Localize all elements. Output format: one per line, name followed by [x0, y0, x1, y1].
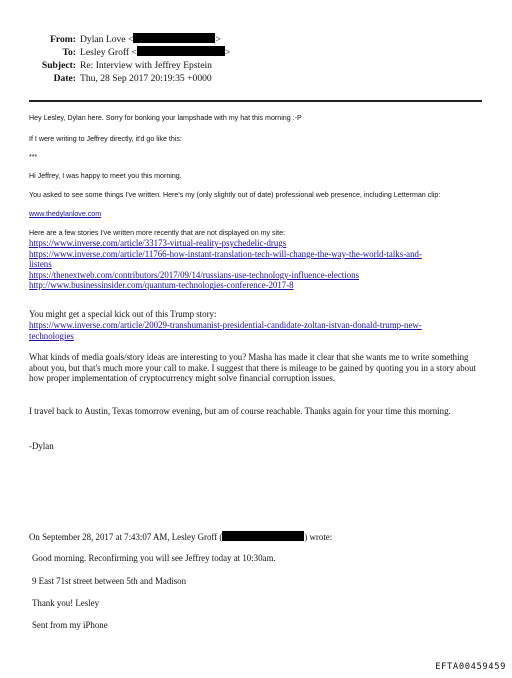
header-date-row	[0, 73, 212, 85]
attribution-prefix: On September 28, 2017 at 7:43:07 AM, Lesley Groff (	[29, 532, 223, 542]
header-from-row	[0, 33, 221, 46]
quoted-line-3: Thank you! Lesley	[32, 598, 100, 608]
few-stories-text: Here are a few stories I've written more recently that are not displayed on my site:	[29, 229, 286, 237]
to-label: To:	[62, 47, 76, 58]
bates-number: EFTA00459459	[435, 662, 506, 672]
from-value: Dylan Love <	[80, 34, 134, 45]
asked-text: You asked to see some things I've written. Here's my (only slightly out of date) professional web presence, including Letterman clip:	[29, 191, 441, 199]
story-link-4[interactable]: http://www.businessinsider.com/quantum-technologies-conference-2017-8	[29, 280, 294, 291]
subject-label: Subject:	[41, 60, 76, 71]
trump-intro-text: You might get a special kick out of this Trump story:	[29, 309, 217, 319]
travel-text: I travel back to Austin, Texas tomorrow evening, but am of course reachable. Thanks again for your time this morning.	[29, 406, 451, 416]
separator-text: ***	[29, 153, 38, 161]
quoted-line-4: Sent from my iPhone	[32, 620, 108, 630]
date-label: Date:	[53, 73, 76, 84]
story-links	[29, 238, 481, 291]
media-goals-text: What kinds of media goals/story ideas are interesting to you? Masha has made it clear that she wants me to write something about you, but that's much more your call to make. I suggest that there is mileage to be gained by quoting you in a story about how proper implementation of cryptocurrency might solve financial corruption issues.	[29, 352, 476, 384]
header-to-row	[0, 46, 230, 59]
redaction-box	[133, 33, 215, 43]
header-subject-row	[0, 60, 212, 72]
hi-text: Hi Jeffrey, I was happy to meet you this morning.	[29, 172, 182, 180]
from-label: From:	[50, 34, 76, 45]
story-link-2[interactable]: https://www.inverse.com/article/11766-how-instant-translation-tech-will-change-the-way-the-world-talks-and-	[29, 248, 422, 259]
redaction-box	[222, 531, 304, 541]
redaction-box	[137, 46, 225, 56]
attribution-suffix: ) wrote:	[304, 532, 333, 542]
site-link[interactable]: www.thedylanlove.com	[29, 210, 102, 218]
from-close: >	[215, 34, 221, 45]
quoted-attribution	[29, 531, 481, 543]
site-link-row	[29, 210, 481, 220]
quoted-line-1: Good morning. Reconfirming you will see Jeffrey today at 10:30am.	[32, 553, 276, 563]
signoff-text: -Dylan	[29, 441, 54, 451]
trump-link-cont[interactable]: technologies	[29, 330, 74, 341]
trump-link[interactable]: https://www.inverse.com/article/20029-transhumanist-presidential-candidate-zoltan-istvan-donald-trump-new-	[29, 320, 422, 330]
date-value: Thu, 28 Sep 2017 20:19:35 +0000	[80, 73, 212, 84]
story-link-1[interactable]: https://www.inverse.com/article/33173-virtual-reality-psychedelic-drugs	[29, 238, 287, 248]
subject-value: Re: Interview with Jeffrey Epstein	[80, 60, 212, 71]
to-close: >	[224, 47, 231, 58]
intro-text: If I were writing to Jeffrey directly, it'd go like this:	[29, 135, 182, 143]
story-link-2-cont[interactable]: listens	[29, 259, 52, 270]
quoted-line-2: 9 East 71st street between 5th and Madison	[32, 576, 187, 586]
story-link-3[interactable]: https://thenextweb.com/contributors/2017/09/14/russians-use-technology-influence-elections	[29, 269, 360, 280]
header-divider	[29, 100, 482, 102]
greeting-text: Hey Lesley, Dylan here. Sorry for bonking your lampshade with my hat this morning :-P	[29, 114, 302, 122]
trump-links	[29, 320, 481, 341]
to-value: Lesley Groff <	[80, 47, 137, 58]
